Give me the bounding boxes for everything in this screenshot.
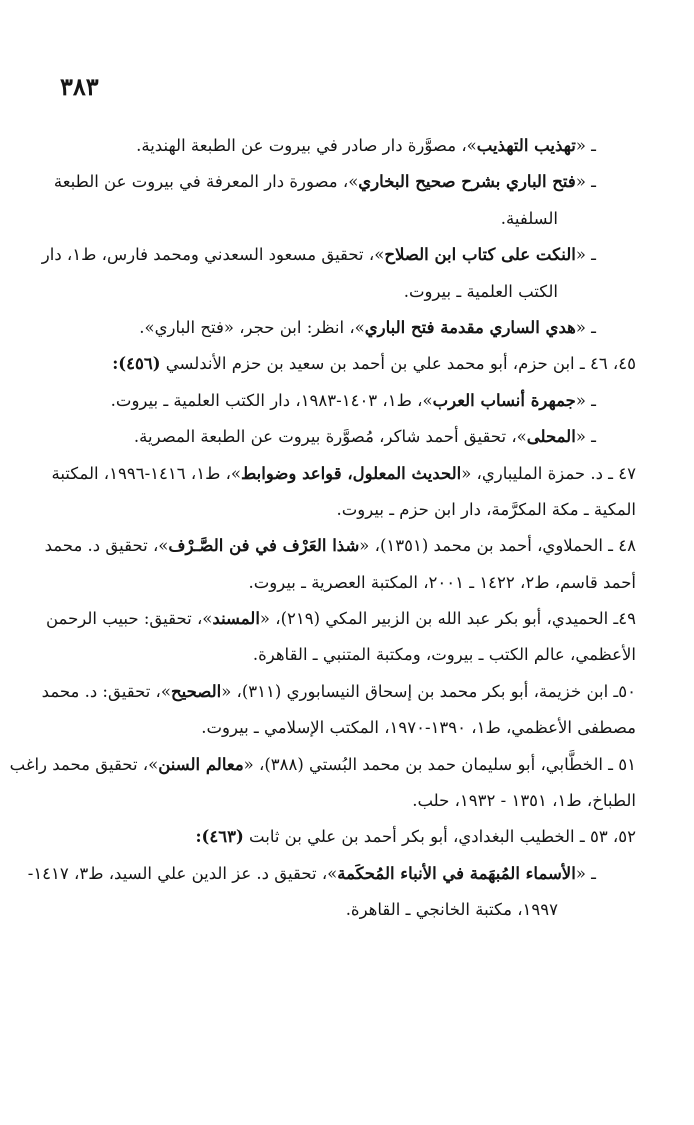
text-segment: أحمد قاسم، ط٢، ١٤٢٢ ـ ٢٠٠١، المكتبة العصرية ـ بيروت.	[248, 572, 636, 592]
text-segment: المكية ـ مكة المكرَّمة، دار ابن حزم ـ بيروت.	[336, 499, 636, 519]
text-segment: ٥٠ـ ابن خزيمة، أبو بكر محمد بن إسحاق النيسابوري (٣١١)، «	[221, 681, 636, 701]
text-segment: ـ «	[575, 172, 596, 192]
text-line	[58, 637, 636, 673]
text-line	[41, 237, 636, 273]
bold-title-segment: (٤٥٦):	[112, 354, 161, 374]
bold-title-segment: فتح الباري بشرح صحيح البخاري	[358, 172, 576, 192]
text-segment: »، تحقيق أحمد شاكر، مُصوَّرة بيروت عن الطبعة المصرية.	[133, 427, 527, 447]
text-line	[45, 601, 636, 637]
text-line	[58, 783, 636, 819]
text-segment: ـ «	[575, 245, 596, 265]
text-line	[9, 747, 636, 783]
bold-title-segment: الصحيح	[170, 681, 222, 701]
text-segment: ـ «	[575, 390, 596, 410]
bold-title-segment: المحلى	[526, 427, 576, 447]
bold-title-segment: تهذيب التهذيب	[476, 136, 576, 155]
bibliography-content	[9, 128, 636, 929]
text-line	[51, 456, 636, 492]
text-segment: ـ «	[575, 427, 596, 447]
text-segment: السلفية.	[500, 208, 558, 228]
bold-title-segment: المسند	[212, 609, 260, 629]
text-segment: ـ «	[575, 317, 596, 337]
text-segment: »، تحقيق مسعود السعدني ومحمد فارس، ط١، دار	[41, 245, 385, 265]
text-line	[27, 856, 636, 892]
text-segment: ٤٨ ـ الحملاوي، أحمد بن محمد (١٣٥١)، «	[359, 536, 636, 556]
text-line	[58, 892, 636, 928]
text-segment: ٥١ ـ الخطَّابي، أبو سليمان حمد بن محمد البُستي (٣٨٨)، «	[243, 754, 636, 774]
page-number: ٣٨٣	[60, 72, 99, 101]
text-line	[41, 674, 636, 710]
text-segment: ـ «	[575, 136, 596, 155]
text-segment: »، تحقيق د. محمد	[44, 536, 169, 556]
bold-title-segment: هدي الساري مقدمة فتح الباري	[364, 317, 576, 337]
text-line	[58, 419, 636, 455]
text-line	[53, 164, 636, 200]
text-line	[44, 528, 636, 564]
bold-title-segment: النكت على كتاب ابن الصلاح	[384, 245, 576, 265]
text-line	[58, 128, 636, 164]
text-line	[58, 274, 636, 310]
text-segment: »، ط١، ١٤١٦-١٩٩٦، المكتبة	[51, 463, 241, 483]
text-segment: ٥٢، ٥٣ ـ الخطيب البغدادي، أبو بكر أحمد بن علي بن ثابت	[243, 827, 636, 847]
text-line	[58, 710, 636, 746]
bold-title-segment: (٤٦٣):	[195, 827, 244, 847]
text-line	[58, 201, 636, 237]
text-segment: »، تحقيق محمد راغب	[9, 754, 159, 774]
bold-title-segment: معالم السنن	[158, 754, 244, 774]
text-segment: مصطفى الأعظمي، ط١، ١٣٩٠-١٩٧٠، المكتب الإسلامي ـ بيروت.	[201, 718, 636, 738]
bold-title-segment: الحديث المعلول، قواعد وضوابط	[241, 463, 462, 483]
text-line	[58, 492, 636, 528]
bold-title-segment: الأسماء المُبهَمة في الأنباء المُحكَمة	[337, 863, 576, 883]
text-line	[58, 819, 636, 855]
text-segment: الطباخ، ط١، ١٣٥١ - ١٩٣٢، حلب.	[412, 791, 636, 811]
text-segment: »، تحقيق: د. محمد	[41, 681, 171, 701]
text-segment: ١٩٩٧، مكتبة الخانجي ـ القاهرة.	[345, 900, 558, 920]
text-segment: ـ «	[575, 863, 596, 883]
text-line	[58, 310, 636, 346]
text-line	[58, 565, 636, 601]
text-segment: الأعظمي، عالم الكتب ـ بيروت، ومكتبة المتنبي ـ القاهرة.	[252, 645, 636, 665]
text-segment: »، انظر: ابن حجر، «فتح الباري».	[139, 317, 365, 337]
text-segment: »، ط١، ١٤٠٣-١٩٨٣، دار الكتب العلمية ـ بيروت.	[110, 390, 433, 410]
bold-title-segment: جمهرة أنساب العرب	[432, 390, 576, 410]
text-line	[58, 383, 636, 419]
bold-title-segment: شذا العَرْف في فن الصَّـرْف	[168, 536, 360, 556]
text-segment: »، تحقيق: حبيب الرحمن	[45, 609, 213, 629]
text-segment: »، مصورة دار المعرفة في بيروت عن الطبعة	[53, 172, 359, 192]
text-segment: ٤٧ ـ د. حمزة المليباري، «	[461, 463, 636, 483]
text-segment: الكتب العلمية ـ بيروت.	[403, 281, 558, 301]
text-segment: »، مصوَّرة دار صادر في بيروت عن الطبعة الهندية.	[136, 136, 477, 155]
text-line	[58, 346, 636, 382]
text-segment: ٤٥، ٤٦ ـ ابن حزم، أبو محمد علي بن أحمد بن سعيد بن حزم الأندلسي	[160, 354, 636, 374]
text-segment: »، تحقيق د. عز الدين علي السيد، ط٣، ١٤١٧-	[27, 863, 338, 883]
text-segment: ٤٩ـ الحميدي، أبو بكر عبد الله بن الزبير المكي (٢١٩)، «	[259, 609, 636, 629]
